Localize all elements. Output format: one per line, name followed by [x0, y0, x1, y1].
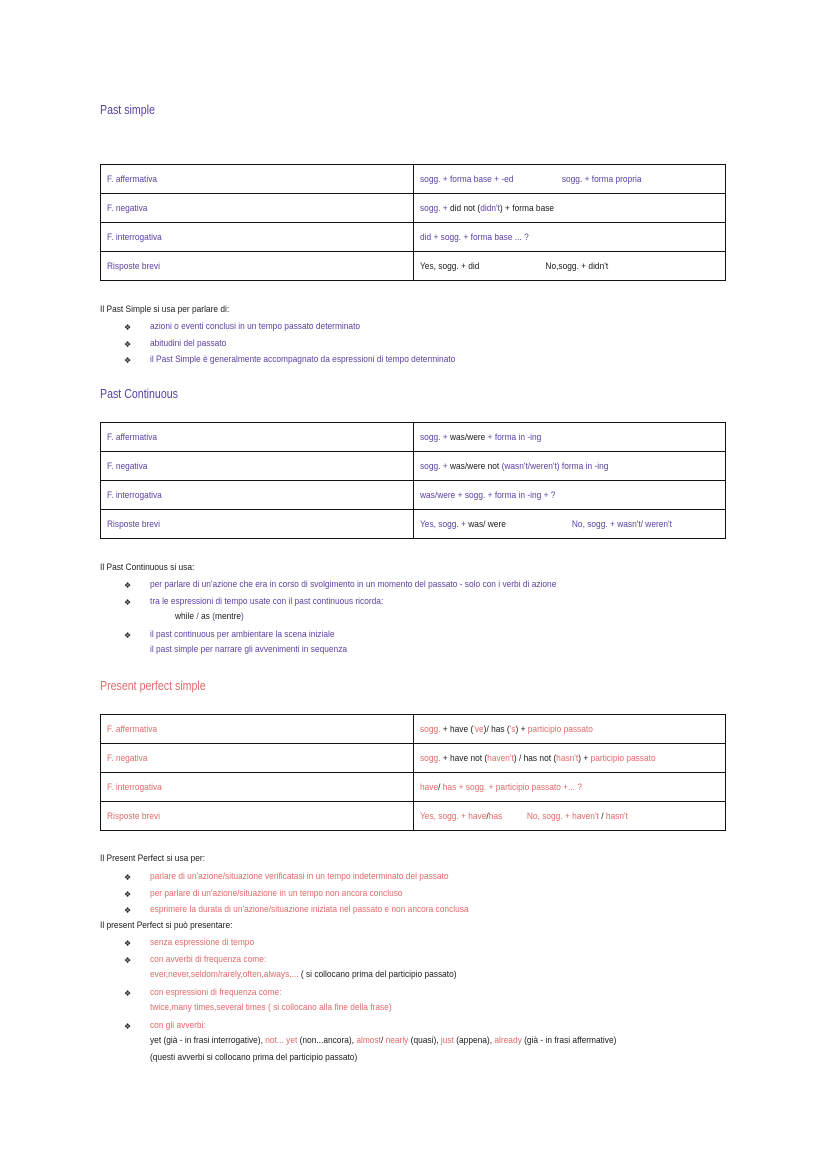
- present-perfect-bullets: [124, 869, 512, 919]
- table-row: Risposte brevi Yes, sogg. + have/has No, sogg. + haven't / hasn't: [101, 802, 726, 831]
- table-row: Risposte brevi Yes, sogg. + did No,sogg. + didn't: [101, 252, 726, 281]
- past-simple-intro: Il Past Simple si usa per parlare di:: [100, 304, 230, 315]
- past-continuous-bullets: [124, 577, 612, 610]
- table-row: Risposte brevi Yes, sogg. + was/ were No, sogg. + wasn't/ weren't: [101, 510, 726, 539]
- table-row: F. interrogativa have/ has + sogg. + participio passato +... ?: [101, 773, 726, 802]
- past-continuous-bullets-2: [124, 627, 360, 644]
- present-perfect-forms-3: [124, 1018, 213, 1035]
- list-item: ❖ con espressioni di frequenza come:: [124, 987, 282, 998]
- present-perfect-table: [100, 714, 726, 831]
- table-row: F. negativa sogg. + was/were not (wasn't/weren't) forma in -ing: [101, 452, 726, 481]
- present-perfect-forms: [124, 935, 282, 968]
- adverbs-line: yet (già - in frasi interrogative), not... yet (non...ancora), almost/ nearly (quasi), just (appena), already (già - in frasi affermative): [150, 1035, 617, 1046]
- list-item: ❖ con avverbi di frequenza come:: [124, 953, 267, 965]
- present-perfect-intro-2: Il present Perfect si può presentare:: [100, 920, 233, 931]
- past-simple-table: [100, 164, 726, 281]
- list-item: ❖ parlare di un'azione/situazione verificatasi in un tempo indeterminato del passato: [124, 871, 449, 882]
- list-item: ❖ senza espressione di tempo: [124, 937, 255, 948]
- list-item: ❖ per parlare di un'azione/situazione in un tempo non ancora concluso: [124, 887, 403, 899]
- past-simple-title: Past simple: [100, 103, 155, 117]
- table-row: F. affermativa sogg. + have ('ve)/ has ('s) + participio passato: [101, 715, 726, 744]
- past-continuous-title: Past Continuous: [100, 387, 178, 401]
- table-row: F. negativa sogg. + did not (didn't) + forma base: [101, 194, 726, 223]
- adverbs-note: (questi avverbi si collocano prima del participio passato): [150, 1052, 358, 1063]
- table-row: F. affermativa sogg. + forma base + -ed sogg. + forma propria: [101, 165, 726, 194]
- list-item: ❖ azioni o eventi conclusi in un tempo passato determinato: [124, 321, 361, 332]
- table-row: F. interrogativa did + sogg. + forma base ... ?: [101, 223, 726, 252]
- present-perfect-intro: Il Present Perfect si usa per:: [100, 853, 206, 864]
- list-item: ❖ abitudini del passato: [124, 337, 227, 349]
- past-simple-sequence-note: il past simple per narrare gli avvenimenti in sequenza: [150, 644, 348, 655]
- list-item: ❖ il past continuous per ambientare la scena iniziale: [124, 629, 335, 640]
- list-item: ❖ per parlare di un'azione che era in corso di svolgimento in un momento del passato - solo con i verbi di azione: [124, 579, 557, 590]
- past-continuous-intro: Il Past Continuous si usa:: [100, 562, 195, 573]
- frequency-expressions-line: twice,many times,several times ( si collocano alla fine della frase): [150, 1002, 392, 1013]
- while-line: while / as (mentre): [175, 611, 244, 622]
- present-perfect-title: Present perfect simple: [100, 679, 206, 693]
- table-row: F. negativa sogg. + have not (haven't) / has not (hasn't) + participio passato: [101, 744, 726, 773]
- list-item: ❖ il Past Simple è generalmente accompagnato da espressioni di tempo determinato: [124, 354, 456, 366]
- past-continuous-table: [100, 422, 726, 539]
- list-item: ❖ esprimere la durata di un'azione/situazione iniziata nel passato e non ancora conclusa: [124, 904, 469, 916]
- table-row: F. affermativa sogg. + was/were + forma in -ing: [101, 423, 726, 452]
- past-simple-bullets: [124, 319, 497, 369]
- present-perfect-forms-2: [124, 985, 299, 1002]
- list-item: ❖ tra le espressioni di tempo usate con il past continuous ricorda:: [124, 595, 384, 607]
- table-row: F. interrogativa was/were + sogg. + forma in -ing + ?: [101, 481, 726, 510]
- frequency-adverbs-line: ever,never,seldom/rarely,often,always,... ( si collocano prima del participio passato): [150, 969, 457, 980]
- list-item: ❖ con gli avverbi:: [124, 1020, 206, 1031]
